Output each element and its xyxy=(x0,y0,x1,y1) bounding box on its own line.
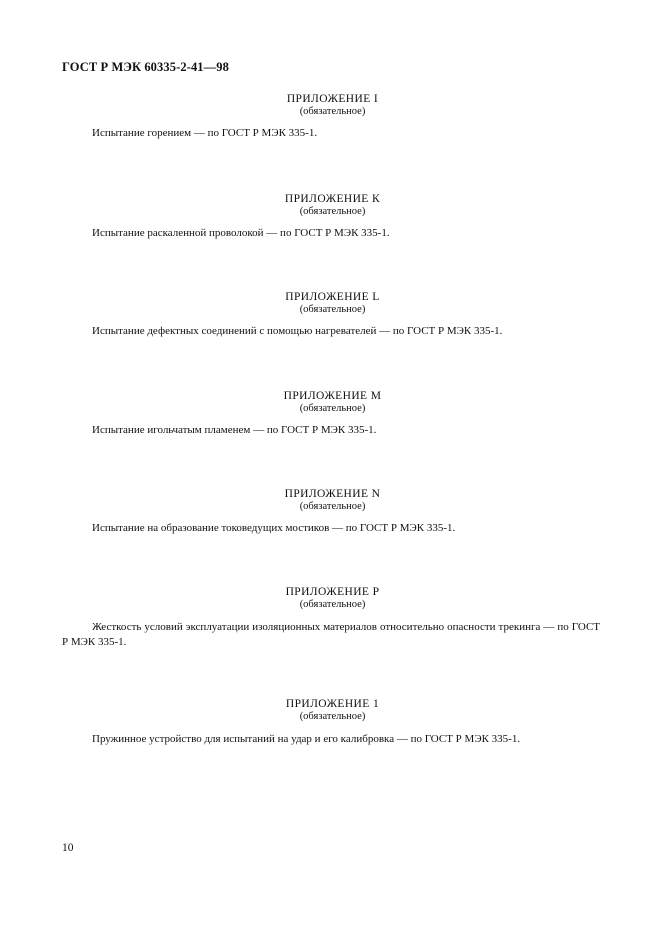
appendix-title: ПРИЛОЖЕНИЕ I xyxy=(286,93,379,105)
page-number: 10 xyxy=(62,842,74,854)
appendix-l-heading xyxy=(0,291,661,316)
appendix-status: (обязательное) xyxy=(299,403,366,414)
appendix-title: ПРИЛОЖЕНИЕ N xyxy=(284,488,381,500)
appendix-n-heading xyxy=(0,488,661,513)
document-header-code: ГОСТ Р МЭК 60335-2-41—98 xyxy=(62,60,229,74)
appendix-status: (обязательное) xyxy=(299,599,366,610)
appendix-p-heading xyxy=(0,586,661,611)
appendix-i-text: Испытание горением — по ГОСТ Р МЭК 335-1. xyxy=(92,127,318,139)
appendix-p-text: Жесткость условий эксплуатации изоляционных материалов относительно опасности трекинга — по ГОСТ Р МЭК 335-1. xyxy=(62,621,600,648)
appendix-status: (обязательное) xyxy=(299,106,366,117)
appendix-k-text: Испытание раскаленной проволокой — по ГОСТ Р МЭК 335-1. xyxy=(92,227,390,239)
appendix-n-text: Испытание на образование токоведущих мостиков — по ГОСТ Р МЭК 335-1. xyxy=(92,522,456,534)
appendix-title: ПРИЛОЖЕНИЕ М xyxy=(283,390,382,402)
appendix-title: ПРИЛОЖЕНИЕ К xyxy=(284,193,381,205)
appendix-1-text: Пружинное устройство для испытаний на удар и его калибровка — по ГОСТ Р МЭК 335-1. xyxy=(92,733,521,745)
appendix-1-heading xyxy=(0,698,661,723)
appendix-i-heading xyxy=(0,93,661,118)
appendix-status: (обязательное) xyxy=(299,711,366,722)
appendix-m-text: Испытание игольчатым пламенем — по ГОСТ Р МЭК 335-1. xyxy=(92,424,377,436)
appendix-m-heading xyxy=(0,390,661,415)
appendix-status: (обязательное) xyxy=(299,206,366,217)
appendix-k-heading xyxy=(0,193,661,218)
appendix-status: (обязательное) xyxy=(299,501,366,512)
appendix-title: ПРИЛОЖЕНИЕ 1 xyxy=(285,698,380,710)
appendix-status: (обязательное) xyxy=(299,304,366,315)
appendix-title: ПРИЛОЖЕНИЕ L xyxy=(285,291,380,303)
appendix-title: ПРИЛОЖЕНИЕ Р xyxy=(285,586,380,598)
appendix-l-text: Испытание дефектных соединений с помощью нагревателей — по ГОСТ Р МЭК 335-1. xyxy=(92,325,503,337)
